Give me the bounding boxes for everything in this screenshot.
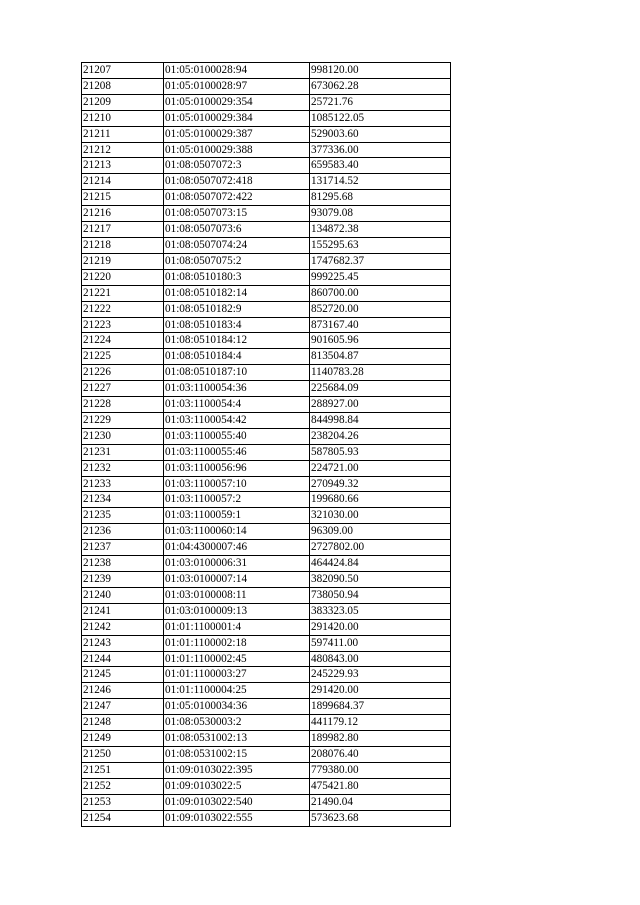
row-number-cell: 21234: [82, 492, 164, 508]
cadastral-number-cell: 01:03:1100054:42: [164, 412, 310, 428]
row-number-cell: 21253: [82, 794, 164, 810]
value-cell: 852720.00: [310, 301, 451, 317]
row-number-cell: 21239: [82, 572, 164, 588]
cadastral-number-cell: 01:03:0100008:11: [164, 587, 310, 603]
table-row: [82, 762, 451, 778]
row-number-cell: 21233: [82, 476, 164, 492]
cadastral-number-cell: 01:05:0100029:354: [164, 94, 310, 110]
table-row: [82, 778, 451, 794]
cadastral-number-cell: 01:08:0510184:4: [164, 349, 310, 365]
value-cell: 155295.63: [310, 237, 451, 253]
cadastral-number-cell: 01:08:0531002:15: [164, 746, 310, 762]
cadastral-number-cell: 01:05:0100028:94: [164, 63, 310, 79]
row-number-cell: 21247: [82, 699, 164, 715]
row-number-cell: 21229: [82, 412, 164, 428]
value-cell: 96309.00: [310, 524, 451, 540]
table-row: [82, 349, 451, 365]
value-cell: 1899684.37: [310, 699, 451, 715]
table-row: [82, 746, 451, 762]
row-number-cell: 21222: [82, 301, 164, 317]
row-number-cell: 21224: [82, 333, 164, 349]
cadastral-number-cell: 01:04:4300007:46: [164, 540, 310, 556]
cadastral-number-cell: 01:03:0100006:31: [164, 556, 310, 572]
row-number-cell: 21240: [82, 587, 164, 603]
row-number-cell: 21241: [82, 603, 164, 619]
cadastral-number-cell: 01:03:0100007:14: [164, 572, 310, 588]
cadastral-number-cell: 01:01:1100001:4: [164, 619, 310, 635]
value-cell: 224721.00: [310, 460, 451, 476]
cadastral-number-cell: 01:03:0100009:13: [164, 603, 310, 619]
value-cell: 659583.40: [310, 158, 451, 174]
table-row: [82, 174, 451, 190]
row-number-cell: 21254: [82, 810, 164, 826]
cadastral-number-cell: 01:08:0507075:2: [164, 253, 310, 269]
value-cell: 573623.68: [310, 810, 451, 826]
row-number-cell: 21218: [82, 237, 164, 253]
cadastral-number-cell: 01:08:0510182:14: [164, 285, 310, 301]
table-row: [82, 301, 451, 317]
value-cell: 189982.80: [310, 731, 451, 747]
value-cell: 587805.93: [310, 444, 451, 460]
value-cell: 901605.96: [310, 333, 451, 349]
value-cell: 597411.00: [310, 635, 451, 651]
value-cell: 93079.08: [310, 206, 451, 222]
value-cell: 291420.00: [310, 683, 451, 699]
cadastral-number-cell: 01:05:0100029:388: [164, 142, 310, 158]
cadastral-number-cell: 01:03:1100054:36: [164, 381, 310, 397]
cadastral-number-cell: 01:01:1100002:18: [164, 635, 310, 651]
value-cell: 199680.66: [310, 492, 451, 508]
cadastral-number-cell: 01:03:1100055:40: [164, 428, 310, 444]
value-cell: 383323.05: [310, 603, 451, 619]
row-number-cell: 21242: [82, 619, 164, 635]
row-number-cell: 21226: [82, 365, 164, 381]
table-row: [82, 572, 451, 588]
cadastral-number-cell: 01:05:0100029:384: [164, 110, 310, 126]
row-number-cell: 21230: [82, 428, 164, 444]
value-cell: 238204.26: [310, 428, 451, 444]
value-cell: 779380.00: [310, 762, 451, 778]
table-row: [82, 699, 451, 715]
row-number-cell: 21216: [82, 206, 164, 222]
value-cell: 860700.00: [310, 285, 451, 301]
value-cell: 844998.84: [310, 412, 451, 428]
row-number-cell: 21213: [82, 158, 164, 174]
table-row: [82, 142, 451, 158]
row-number-cell: 21209: [82, 94, 164, 110]
table-row: [82, 715, 451, 731]
cadastral-number-cell: 01:08:0507072:422: [164, 190, 310, 206]
value-cell: 873167.40: [310, 317, 451, 333]
row-number-cell: 21237: [82, 540, 164, 556]
cadastral-number-cell: 01:08:0530003:2: [164, 715, 310, 731]
table-row: [82, 253, 451, 269]
row-number-cell: 21211: [82, 126, 164, 142]
cadastral-number-cell: 01:08:0507073:15: [164, 206, 310, 222]
table-row: [82, 222, 451, 238]
value-cell: 288927.00: [310, 397, 451, 413]
cadastral-number-cell: 01:08:0507072:3: [164, 158, 310, 174]
row-number-cell: 21210: [82, 110, 164, 126]
table-row: [82, 731, 451, 747]
row-number-cell: 21246: [82, 683, 164, 699]
value-cell: 25721.76: [310, 94, 451, 110]
cadastral-number-cell: 01:08:0510180:3: [164, 269, 310, 285]
table-row: [82, 524, 451, 540]
value-cell: 1140783.28: [310, 365, 451, 381]
value-cell: 382090.50: [310, 572, 451, 588]
table-row: [82, 63, 451, 79]
row-number-cell: 21243: [82, 635, 164, 651]
row-number-cell: 21220: [82, 269, 164, 285]
row-number-cell: 21235: [82, 508, 164, 524]
table-row: [82, 412, 451, 428]
cadastral-number-cell: 01:03:1100057:10: [164, 476, 310, 492]
row-number-cell: 21228: [82, 397, 164, 413]
table-row: [82, 78, 451, 94]
value-cell: 21490.04: [310, 794, 451, 810]
value-cell: 134872.38: [310, 222, 451, 238]
row-number-cell: 21249: [82, 731, 164, 747]
cadastral-number-cell: 01:09:0103022:5: [164, 778, 310, 794]
table-row: [82, 810, 451, 826]
cadastral-number-cell: 01:01:1100004:25: [164, 683, 310, 699]
table-row: [82, 126, 451, 142]
table-row: [82, 683, 451, 699]
value-cell: 270949.32: [310, 476, 451, 492]
cadastral-number-cell: 01:08:0510187:10: [164, 365, 310, 381]
value-cell: 377336.00: [310, 142, 451, 158]
value-cell: 291420.00: [310, 619, 451, 635]
cadastral-number-cell: 01:09:0103022:395: [164, 762, 310, 778]
row-number-cell: 21227: [82, 381, 164, 397]
row-number-cell: 21223: [82, 317, 164, 333]
cadastral-number-cell: 01:08:0510183:4: [164, 317, 310, 333]
cadastral-number-cell: 01:08:0531002:13: [164, 731, 310, 747]
table-row: [82, 269, 451, 285]
value-cell: 529003.60: [310, 126, 451, 142]
value-cell: 999225.45: [310, 269, 451, 285]
value-cell: 81295.68: [310, 190, 451, 206]
table-row: [82, 444, 451, 460]
row-number-cell: 21219: [82, 253, 164, 269]
row-number-cell: 21238: [82, 556, 164, 572]
value-cell: 1747682.37: [310, 253, 451, 269]
value-cell: 208076.40: [310, 746, 451, 762]
table-row: [82, 317, 451, 333]
table-row: [82, 397, 451, 413]
cadastral-number-cell: 01:03:1100056:96: [164, 460, 310, 476]
row-number-cell: 21215: [82, 190, 164, 206]
table-row: [82, 190, 451, 206]
row-number-cell: 21250: [82, 746, 164, 762]
cadastral-value-table: [81, 62, 451, 827]
table-row: [82, 556, 451, 572]
table-row: [82, 381, 451, 397]
cadastral-number-cell: 01:03:1100054:4: [164, 397, 310, 413]
cadastral-number-cell: 01:05:0100029:387: [164, 126, 310, 142]
value-cell: 225684.09: [310, 381, 451, 397]
cadastral-number-cell: 01:08:0507073:6: [164, 222, 310, 238]
row-number-cell: 21214: [82, 174, 164, 190]
value-cell: 2727802.00: [310, 540, 451, 556]
value-cell: 321030.00: [310, 508, 451, 524]
table-row: [82, 158, 451, 174]
value-cell: 480843.00: [310, 651, 451, 667]
row-number-cell: 21232: [82, 460, 164, 476]
cadastral-number-cell: 01:05:0100034:36: [164, 699, 310, 715]
table-row: [82, 587, 451, 603]
table-row: [82, 540, 451, 556]
table-row: [82, 333, 451, 349]
row-number-cell: 21207: [82, 63, 164, 79]
value-cell: 1085122.05: [310, 110, 451, 126]
row-number-cell: 21217: [82, 222, 164, 238]
table-row: [82, 110, 451, 126]
table-row: [82, 603, 451, 619]
value-cell: 738050.94: [310, 587, 451, 603]
value-cell: 673062.28: [310, 78, 451, 94]
table-row: [82, 667, 451, 683]
cadastral-number-cell: 01:08:0507072:418: [164, 174, 310, 190]
cadastral-number-cell: 01:01:1100003:27: [164, 667, 310, 683]
cadastral-number-cell: 01:05:0100028:97: [164, 78, 310, 94]
table-row: [82, 794, 451, 810]
table-row: [82, 428, 451, 444]
table-row: [82, 635, 451, 651]
row-number-cell: 21252: [82, 778, 164, 794]
table-row: [82, 492, 451, 508]
value-cell: 131714.52: [310, 174, 451, 190]
value-cell: 998120.00: [310, 63, 451, 79]
row-number-cell: 21251: [82, 762, 164, 778]
table-row: [82, 237, 451, 253]
table-row: [82, 651, 451, 667]
row-number-cell: 21208: [82, 78, 164, 94]
cadastral-number-cell: 01:01:1100002:45: [164, 651, 310, 667]
row-number-cell: 21244: [82, 651, 164, 667]
row-number-cell: 21245: [82, 667, 164, 683]
row-number-cell: 21212: [82, 142, 164, 158]
value-cell: 464424.84: [310, 556, 451, 572]
table-row: [82, 206, 451, 222]
cadastral-number-cell: 01:03:1100057:2: [164, 492, 310, 508]
table-body: [82, 63, 451, 827]
cadastral-number-cell: 01:09:0103022:555: [164, 810, 310, 826]
table-row: [82, 365, 451, 381]
row-number-cell: 21221: [82, 285, 164, 301]
table-row: [82, 285, 451, 301]
value-cell: 475421.80: [310, 778, 451, 794]
table-row: [82, 508, 451, 524]
table-row: [82, 619, 451, 635]
row-number-cell: 21231: [82, 444, 164, 460]
cadastral-number-cell: 01:08:0510182:9: [164, 301, 310, 317]
value-cell: 813504.87: [310, 349, 451, 365]
value-cell: 441179.12: [310, 715, 451, 731]
table-row: [82, 460, 451, 476]
cadastral-number-cell: 01:08:0510184:12: [164, 333, 310, 349]
table-row: [82, 476, 451, 492]
cadastral-number-cell: 01:08:0507074:24: [164, 237, 310, 253]
row-number-cell: 21248: [82, 715, 164, 731]
cadastral-number-cell: 01:09:0103022:540: [164, 794, 310, 810]
row-number-cell: 21225: [82, 349, 164, 365]
cadastral-number-cell: 01:03:1100060:14: [164, 524, 310, 540]
row-number-cell: 21236: [82, 524, 164, 540]
cadastral-number-cell: 01:03:1100059:1: [164, 508, 310, 524]
table-row: [82, 94, 451, 110]
cadastral-number-cell: 01:03:1100055:46: [164, 444, 310, 460]
value-cell: 245229.93: [310, 667, 451, 683]
